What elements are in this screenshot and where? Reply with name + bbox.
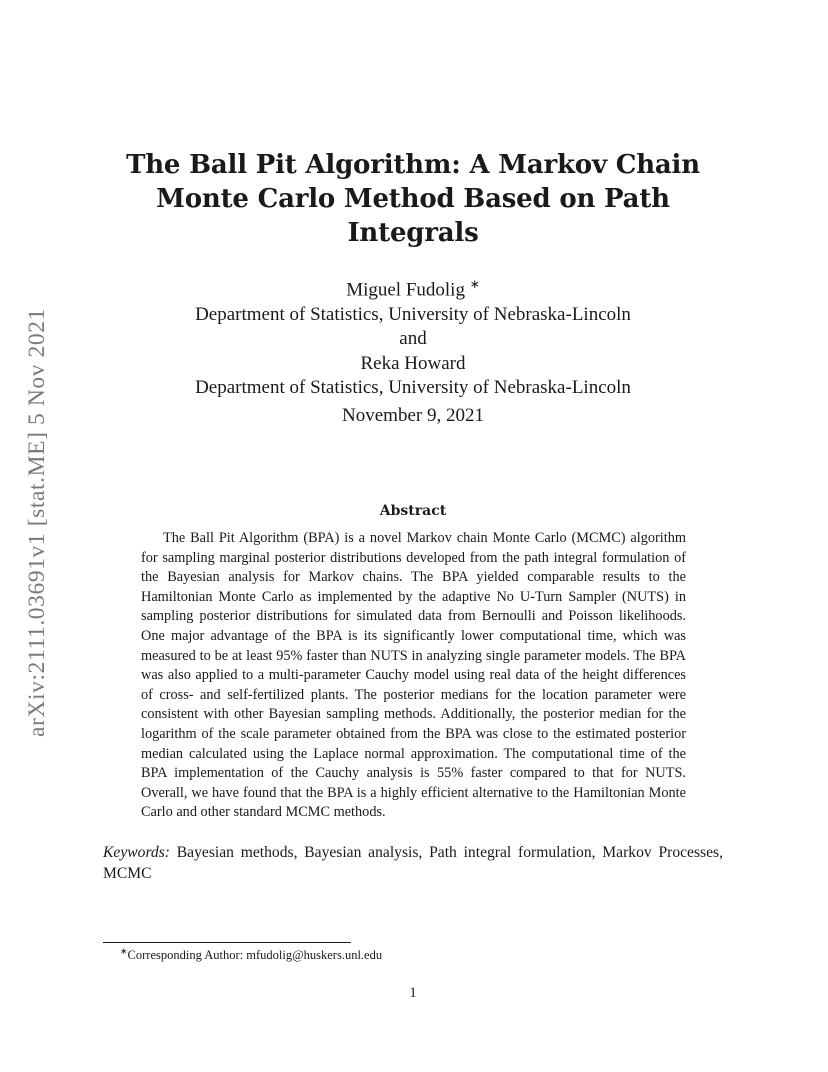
arxiv-identifier-stamp <box>12 282 62 762</box>
title-line-1: The Ball Pit Algorithm: A Markov Chain <box>126 150 700 180</box>
abstract-body: The Ball Pit Algorithm (BPA) is a novel Markov chain Monte Carlo (MCMC) algorithm for sampling marginal posterior distributions developed from the path integral formulation of the Bayesian analysis for Markov chains. The BPA yielded comparable results to the Hamiltonian Monte Carlo as implemented by the adaptive No U-Turn Sampler (NUTS) in sampling posterior distributions for simulated data from Bernoulli and Poisson likelihoods. One major advantage of the BPA is its significantly lower computational time, which was measured to be at least 95% faster than NUTS in analyzing single parameter models. The BPA was also applied to a multi-parameter Cauchy model using real data of the height differences of cross- and self-fertilized plants. The posterior medians for the location parameter were consistent with other Bayesian sampling methods. Additionally, the posterior median for the logarithm of the scale parameter obtained from the BPA was close to the estimated posterior median calculated using the Laplace normal approximation. The computational time of the BPA implementation of the Cauchy analysis is 55% faster compared to that for NUTS. Overall, we have found that the BPA is a highly efficient alternative to the Hamiltonian Monte Carlo and other standard MCMC methods. <box>141 530 686 821</box>
arxiv-identifier-text: arXiv:2111.03691v1 [stat.ME] 5 Nov 2021 <box>23 307 50 737</box>
author-block <box>110 272 716 400</box>
keywords-label: Keywords: <box>103 844 170 861</box>
author-conjunction: and <box>399 328 427 350</box>
footnote-divider <box>103 942 351 943</box>
author-2-name: Reka Howard <box>360 352 466 374</box>
affiliation-1: Department of Statistics, University of Nebraska-Lincoln <box>195 303 631 325</box>
paper-date: November 9, 2021 <box>342 405 484 426</box>
title-line-2: Monte Carlo Method Based on Path <box>156 184 670 214</box>
affiliation-2: Department of Statistics, University of Nebraska-Lincoln <box>195 376 631 398</box>
keywords <box>103 842 723 884</box>
paper-title <box>110 148 716 250</box>
title-line-3: Integrals <box>347 218 479 248</box>
page-number: 1 <box>409 985 417 1001</box>
footnote-mark: ∗ <box>120 946 128 956</box>
footnote <box>120 946 720 963</box>
author-1-footnote-mark: ∗ <box>469 277 480 291</box>
author-1 <box>110 272 716 303</box>
footnote-text: Corresponding Author: mfudolig@huskers.unl.edu <box>127 948 383 963</box>
author-1-name: Miguel Fudolig <box>346 279 465 301</box>
abstract-heading: Abstract <box>379 503 447 519</box>
keywords-text: Bayesian methods, Bayesian analysis, Path integral formulation, Markov Processes, MCMC <box>103 844 723 882</box>
